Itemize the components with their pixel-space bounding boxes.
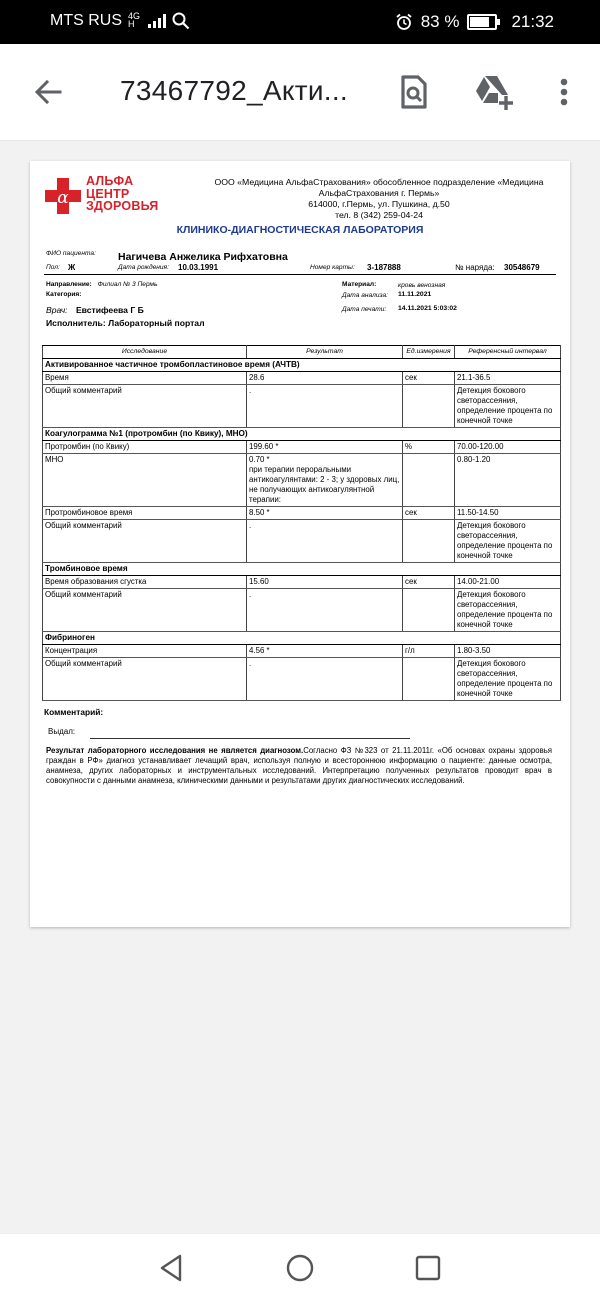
- medical-cross-icon: [44, 177, 82, 215]
- logo-line-1: АЛЬФА: [86, 174, 134, 188]
- table-row: [43, 454, 561, 507]
- print-date-label: Дата печати:: [342, 306, 387, 313]
- cell-result: 0.70 * при терапии пероральными антикоагулянтами: 2 - 3; у здоровых лиц, не получающих антикоагулянтной терапии:: [247, 454, 403, 507]
- network-type: 4G H: [128, 11, 141, 29]
- cell-ref: 1.80-3.50: [455, 645, 561, 658]
- cell-unit: г/л: [403, 645, 455, 658]
- signal-icon: [148, 14, 166, 28]
- org-line: 614000, г.Пермь, ул. Пушкина, д.50: [308, 199, 450, 209]
- logo-line-3: ЗДОРОВЬЯ: [86, 199, 159, 213]
- drive-add-icon[interactable]: [472, 72, 516, 112]
- cell-result: 28.6: [247, 372, 403, 385]
- doctor-row: Врач: Евстифеева Г Б: [46, 305, 144, 315]
- nav-recents-icon[interactable]: [412, 1252, 444, 1284]
- back-arrow-icon[interactable]: [30, 74, 66, 110]
- cell-unit: сек: [403, 372, 455, 385]
- lab-title: КЛИНИКО-ДИАГНОСТИЧЕСКАЯ ЛАБОРАТОРИЯ: [176, 224, 424, 236]
- find-in-page-icon[interactable]: [394, 72, 434, 112]
- table-header-row: [43, 346, 561, 359]
- lab-report: [30, 161, 570, 927]
- org-line: АльфаСтрахования г. Пермь»: [318, 188, 440, 198]
- section-header-row: [43, 428, 561, 441]
- status-bar: [0, 0, 600, 44]
- table-row: [43, 372, 561, 385]
- table-row: [43, 385, 561, 428]
- cell-unit: [403, 520, 455, 563]
- analysis-date: 11.11.2021: [398, 291, 432, 298]
- material-value: кровь венозная: [398, 282, 446, 289]
- cell-unit: %: [403, 441, 455, 454]
- carrier-name: MTS RUS: [50, 12, 122, 29]
- analysis-date-label: Дата анализа:: [342, 292, 388, 299]
- column-header: Результат: [247, 346, 403, 359]
- section-title: Активированное частичное тромбопластиновое время (АЧТВ): [43, 359, 561, 372]
- patient-dob: 10.03.1991: [178, 263, 219, 272]
- column-header: Ед.измерения: [403, 346, 455, 359]
- card-label: Номер карты:: [310, 264, 355, 271]
- cell-name: Общий комментарий: [43, 658, 247, 701]
- section-header-row: [43, 632, 561, 645]
- comment-label: Комментарий:: [44, 707, 104, 717]
- cell-ref: 0.80-1.20: [455, 454, 561, 507]
- cell-result: .: [247, 385, 403, 428]
- cell-ref: Детекция бокового светорассеяния, определение процента по конечной точке: [455, 385, 561, 428]
- cell-unit: [403, 658, 455, 701]
- organization-info: [198, 177, 560, 221]
- cell-result: 15.60: [247, 576, 403, 589]
- table-row: [43, 441, 561, 454]
- cell-ref: Детекция бокового светорассеяния, определение процента по конечной точке: [455, 658, 561, 701]
- column-header: Исследование: [43, 346, 247, 359]
- cell-unit: [403, 589, 455, 632]
- section-title: Коагулограмма №1 (протромбин (по Квику), МНО): [43, 428, 561, 441]
- cell-ref: 70.00-120.00: [455, 441, 561, 454]
- cell-ref: Детекция бокового светорассеяния, определение процента по конечной точке: [455, 589, 561, 632]
- cell-ref: 11.50-14.50: [455, 507, 561, 520]
- document-page[interactable]: [30, 161, 570, 927]
- app-bar: [0, 44, 600, 141]
- org-line: ООО «Медицина АльфаСтрахования» обособленное подразделение «Медицина: [214, 177, 544, 187]
- disclaimer-text: Согласно ФЗ №323 от 21.11.2011г. «Об основах охраны здоровья граждан в РФ» диагноз устанавливает лечащий врач, используя полную и всестороннюю информацию о пациенте: данные осмотра, анамнеза, других лабораторных и инструментальных исследований. Интерпретацию полученных результатов проводит врач в совокупности с данными анамнеза, клиническими данными и результатами других диагностических исследований.: [46, 746, 552, 785]
- cell-result: 4.56 *: [247, 645, 403, 658]
- patient-name: Нагичева Анжелика Рифхатовна: [118, 251, 288, 263]
- battery-icon: [467, 14, 497, 30]
- results-table: [42, 345, 561, 701]
- disclaimer-bold: Результат лабораторного исследования не является диагнозом.: [46, 746, 304, 755]
- status-right: [395, 12, 554, 32]
- alarm-clock-icon: [395, 13, 413, 31]
- card-number: 3-187888: [367, 263, 401, 272]
- cell-ref: Детекция бокового светорассеяния, определение процента по конечной точке: [455, 520, 561, 563]
- cell-name: Протромбин (по Квику): [43, 441, 247, 454]
- table-row: [43, 576, 561, 589]
- section-title: Тромбиновое время: [43, 563, 561, 576]
- direction-row: Направление: Филиал № 3 Пермь: [46, 281, 158, 288]
- clock-time: 21:32: [511, 12, 554, 31]
- nav-home-icon[interactable]: [284, 1252, 316, 1284]
- search-icon: [172, 12, 190, 30]
- table-row: [43, 589, 561, 632]
- cell-result: .: [247, 658, 403, 701]
- print-date: 14.11.2021 5:03:02: [398, 305, 457, 312]
- patient-sex: Ж: [68, 263, 76, 272]
- cell-result: 199.60 *: [247, 441, 403, 454]
- material-label: Материал:: [342, 281, 377, 288]
- section-header-row: [43, 359, 561, 372]
- cell-name: Общий комментарий: [43, 385, 247, 428]
- cell-ref: 14.00-21.00: [455, 576, 561, 589]
- cell-name: Общий комментарий: [43, 589, 247, 632]
- dob-label: Дата рождения:: [118, 264, 169, 271]
- order-number: 30548679: [504, 263, 540, 272]
- cell-unit: сек: [403, 576, 455, 589]
- cell-name: Время образования сгустка: [43, 576, 247, 589]
- clinic-logo: [44, 173, 184, 218]
- table-row: [43, 507, 561, 520]
- cell-result: .: [247, 520, 403, 563]
- navigation-bar: [0, 1233, 600, 1300]
- cell-result: .: [247, 589, 403, 632]
- table-row: [43, 645, 561, 658]
- cell-name: Концентрация: [43, 645, 247, 658]
- signature-line: [90, 738, 410, 739]
- svg-text:α: α: [57, 188, 69, 208]
- battery-percent: 83 %: [420, 12, 460, 31]
- cell-unit: сек: [403, 507, 455, 520]
- category-label: Категория:: [46, 291, 82, 298]
- order-label: № наряда:: [455, 263, 495, 272]
- cell-name: Протромбиновое время: [43, 507, 247, 520]
- cell-ref: 21.1-36.5: [455, 372, 561, 385]
- sex-label: Пол:: [46, 264, 60, 271]
- column-header: Референсный интервал: [455, 346, 561, 359]
- cell-name: МНО: [43, 454, 247, 507]
- document-title: 73467792_Акти...: [120, 75, 348, 106]
- fio-label: ФИО пациента:: [46, 250, 96, 257]
- cell-unit: [403, 454, 455, 507]
- cell-unit: [403, 385, 455, 428]
- section-title: Фибриноген: [43, 632, 561, 645]
- issued-label: Выдал:: [48, 727, 76, 736]
- section-header-row: [43, 563, 561, 576]
- table-row: [43, 658, 561, 701]
- status-left: [50, 12, 190, 30]
- more-vert-icon[interactable]: [544, 72, 584, 112]
- disclaimer: [46, 746, 552, 786]
- logo-line-2: ЦЕНТР: [86, 186, 130, 201]
- executor: Исполнитель: Лабораторный портал: [46, 318, 205, 328]
- divider: [44, 274, 556, 275]
- nav-back-icon[interactable]: [156, 1252, 188, 1284]
- table-row: [43, 520, 561, 563]
- cell-name: Общий комментарий: [43, 520, 247, 563]
- cell-name: Время: [43, 372, 247, 385]
- org-line: тел. 8 (342) 259-04-24: [335, 210, 423, 220]
- cell-result: 8.50 *: [247, 507, 403, 520]
